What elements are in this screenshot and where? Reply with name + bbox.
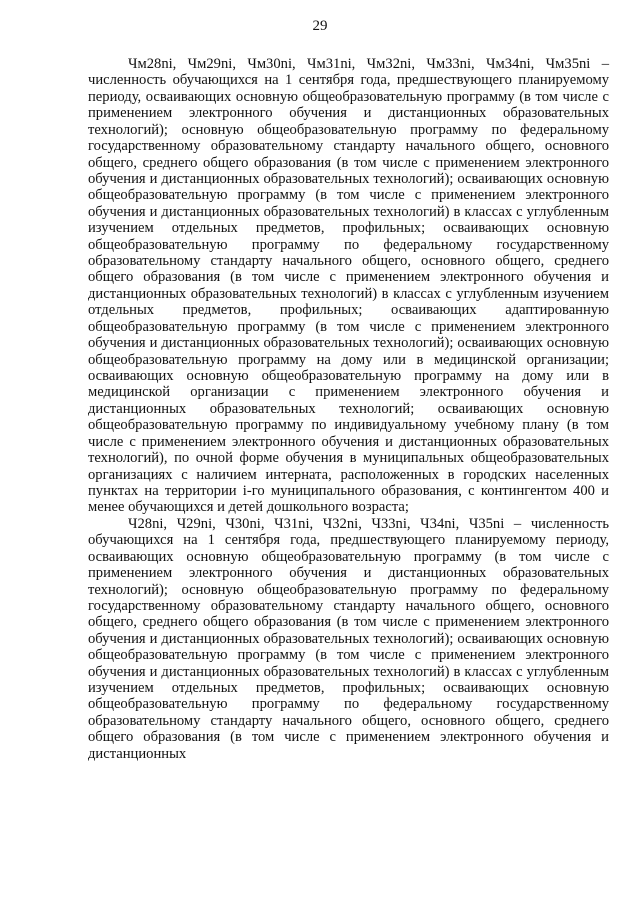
paragraph-ch-definition: Ч28ni, Ч29ni, Ч30ni, Ч31ni, Ч32ni, Ч33ni, Ч34ni, Ч35ni – численность обучающихся на 1 сентября года, предшествующего планируемому периоду, осваивающих основную общеобразовательную программу (в том числе с применением электронного обучения и дистанционных образовательных технологий); основную общеобразовательную программу по федеральному государственному образовательному стандарту начального общего, основного общего, среднего общего образования (в том числе с применением электронного обучения и дистанционных образовательных технологий); осваивающих основную общеобразовательную программу (в том числе с применением электронного обучения и дистанционных образовательных технологий) в классах с углубленным изучением отдельных предметов, профильных; осваивающих основную общеобразовательную программу по федеральному государственному образовательному стандарту начального общего, основного общего, среднего общего образования (в том числе с применением электронного обучения и дистанционных <box>88 515 609 762</box>
page-number: 29 <box>312 18 328 34</box>
document-body <box>88 56 609 762</box>
paragraph-chm-definition: Чм28ni, Чм29ni, Чм30ni, Чм31ni, Чм32ni, Чм33ni, Чм34ni, Чм35ni – численность обучающихся на 1 сентября года, предшествующего планируемому периоду, осваивающих основную общеобразовательную программу (в том числе с применением электронного обучения и дистанционных образовательных технологий); основную общеобразовательную программу по федеральному государственному образовательному стандарту начального общего, основного общего, среднего общего образования (в том числе с применением электронного обучения и дистанционных образовательных технологий); осваивающих основную общеобразовательную программу (в том числе с применением электронного обучения и дистанционных образовательных технологий) в классах с углубленным изучением отдельных предметов, профильных; осваивающих основную общеобразовательную программу по федеральному государственному образовательному стандарту начального общего, основного общего, среднего общего образования (в том числе с применением электронного обучения и дистанционных образовательных технологий) в классах с углубленным изучением отдельных предметов, профильных; осваивающих адаптированную общеобразовательную программу (в том числе с применением электронного обучения и дистанционных образовательных технологий); осваивающих основную общеобразовательную программу на дому или в медицинской организации; осваивающих основную общеобразовательную программу на дому или в медицинской организации с применением электронного обучения и дистанционных образовательных технологий; осваивающих основную общеобразовательную программу по индивидуальному учебному плану (в том числе с применением электронного обучения и дистанционных образовательных технологий), по очной форме обучения в муниципальных общеобразовательных организациях с наличием интерната, расположенных в городских населенных пунктах на территории i-го муниципального образования, с контингентом 400 и менее обучающихся и детей дошкольного возраста; <box>88 56 609 516</box>
